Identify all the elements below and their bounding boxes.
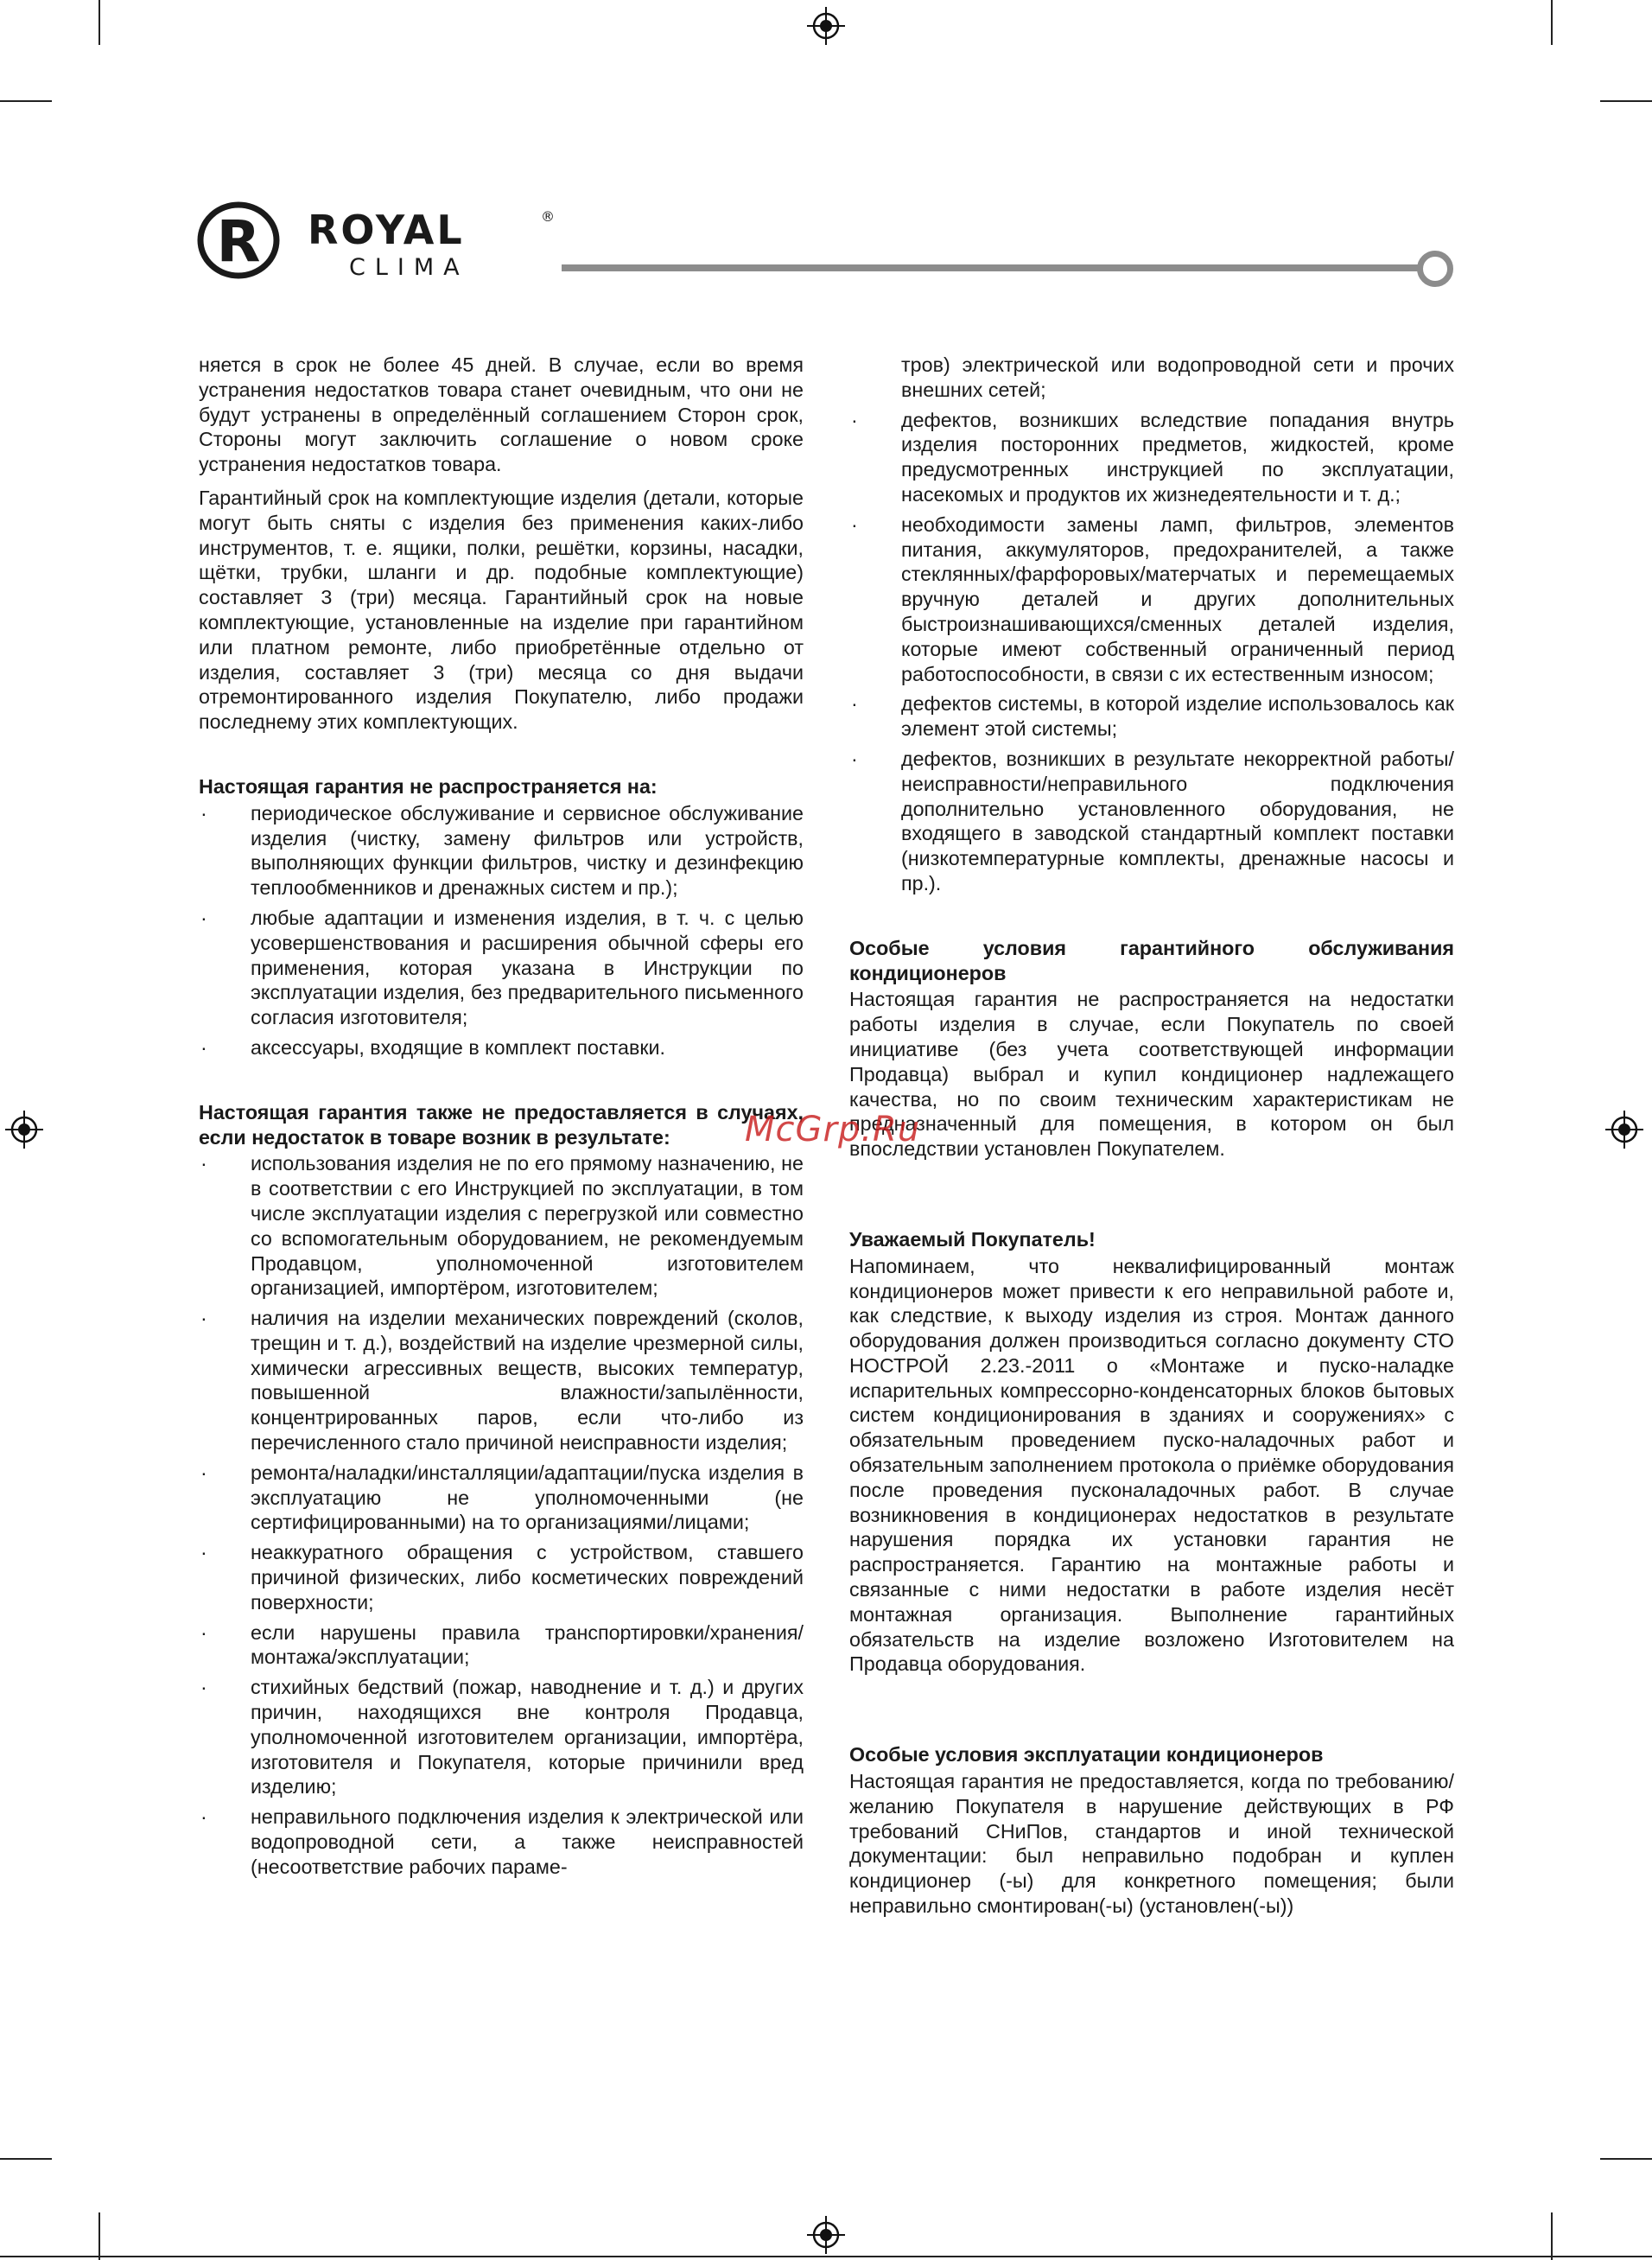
crop-mark <box>0 2158 52 2160</box>
list-defect-causes-continued <box>849 353 1454 896</box>
list-item: · дефектов, возникших в результате некорректной работы/неисправности/неправильного подключения дополнительно установленного оборудования, не входящего в заводской стандартный комплект поставки (низкотемпературные комплекты, дренажные насосы и пр.). <box>849 747 1454 896</box>
list-item: · использования изделия не по его прямому назначению, не в соответствии с его Инструкцией по эксплуатации, в том числе эксплуатации изделия с перегрузкой или совместно со вспомогательным оборудованием, не рекомендуемым Продавцом, уполномоченной изготовителем организацией, импортёром, изготовителем; <box>199 1151 804 1301</box>
crop-mark <box>1600 100 1652 102</box>
crop-mark <box>0 2256 1652 2257</box>
heading-warranty-not-provided: Настоящая гарантия также не предоставляется в случаях, если недостаток в товаре возник в результате: <box>199 1100 804 1149</box>
logo-name-top: ROYAL <box>308 207 465 253</box>
crop-mark <box>98 2212 100 2260</box>
list-item: · аксессуары, входящие в комплект поставки. <box>199 1035 804 1060</box>
crop-mark <box>1551 0 1553 45</box>
crop-mark <box>1551 2212 1553 2260</box>
list-item: · необходимости замены ламп, фильтров, элементов питания, аккумуляторов, предохранителей, а также стеклянных/фарфоровых/матерчатых и перемещаемых вручную деталей и других дополнительных быстроизнашивающихся/сменных деталей изделия, которые имеют собственный ограниченный период работоспособности, в связи с их естественным износом; <box>849 512 1454 687</box>
list-item: · дефектов, возникших вследствие попадания внутрь изделия посторонних предметов, жидкостей, кроме предусмотренных инструкцией по эксплуатации, насекомых и продуктов их жизнедеятельности и т. д.; <box>849 408 1454 507</box>
list-defect-causes <box>199 1151 804 1879</box>
crop-mark <box>98 0 100 45</box>
right-column <box>849 353 1454 1927</box>
header-rule <box>562 264 1419 271</box>
header-rule-end-circle <box>1417 251 1453 287</box>
paragraph-components-warranty: Гарантийный срок на комплектующие изделия (детали, которые могут быть сняты с изделия без применения каких-либо инструментов, т. е. ящики, полки, решётки, корзины, насадки, щётки, трубки, шланги и др. подобные комплектующие) составляет 3 (три) месяца. Гарантийный срок на новые комплектующие, установленные на изделие при гарантийном или платном ремонте, либо приобретённые отдельно от изделия, составляет 3 (три) месяца со дня выдачи отремонтированного изделия Покупателю, либо продажи последнему этих комплектующих. <box>199 486 804 734</box>
list-item: · если нарушены правила транспортировки/хранения/монтажа/эксплуатации; <box>199 1620 804 1671</box>
list-item: · ремонта/наладки/инсталляции/адаптации/пуска изделия в эксплуатацию не уполномоченными (не сертифицированными) на то организациями/лицами; <box>199 1461 804 1535</box>
registration-mark-icon <box>5 1111 43 1149</box>
registration-mark-icon <box>1605 1111 1643 1149</box>
heading-ac-warranty-conditions: Особые условия гарантийного обслуживания кондиционеров <box>849 936 1454 984</box>
logo-registered: ® <box>541 208 555 225</box>
registration-mark-icon <box>807 7 845 45</box>
list-item: · дефектов системы, в которой изделие использовалось как элемент этой системы; <box>849 691 1454 742</box>
watermark: McGrp.Ru <box>745 1110 921 1149</box>
list-item: · наличия на изделии механических повреждений (сколов, трещин и т. д.), воздействий на изделие чрезмерной силы, химически агрессивных веществ, высоких температур, повышенной влажности/запылённости, концентрированных паров, если что-либо из перечисленного стало причиной неисправности изделия; <box>199 1306 804 1455</box>
heading-ac-operation-conditions: Особые условия эксплуатации кондиционеров <box>849 1743 1324 1767</box>
paragraph-ac-warranty-conditions: Настоящая гарантия не распространяется на недостатки работы изделия в случае, если Покупатель по своей инициативе (без учета соответствующей информации Продавца) выбрал и купил кондиционер надлежащего качества, но по своим техническим характеристикам не предназначенный для помещения, в котором он был впоследствии установлен Покупателем. <box>849 988 1454 1161</box>
list-item: · неаккуратного обращения с устройством, ставшего причиной физических, либо косметических повреждений поверхности; <box>199 1540 804 1614</box>
list-item: · неправильного подключения изделия к электрической или водопроводной сети, а также неисправностей (несоответствие рабочих параме- <box>199 1805 804 1879</box>
paragraph-ac-operation-conditions: Настоящая гарантия не предоставляется, когда по требованию/желанию Покупателя в нарушение действующих в РФ требований СНиПов, стандартов и иной технической документации: был неправильно подобран и куплен кондиционер (-ы) для конкретного помещения; были неправильно смонтирован(-ы) (установлен(-ы)) <box>849 1770 1454 1918</box>
brand-logo <box>197 201 560 280</box>
registration-mark-icon <box>807 2216 845 2254</box>
heading-dear-customer: Уважаемый Покупатель! <box>849 1227 1096 1251</box>
list-item: · периодическое обслуживание и сервисное обслуживание изделия (чистку, замену фильтров или устройств, выполняющих функции фильтров, чистку и дезинфекцию теплообменников и дренажных систем и пр.); <box>199 801 804 901</box>
logo-letter: R <box>216 208 261 275</box>
paragraph-dear-customer: Напоминаем, что неквалифицированный монтаж кондиционеров может привести к его неправильной работе и, как следствие, к выходу изделия из строя. Монтаж данного оборудования должен производиться согласно документу СТО НОСТРОЙ 2.23.-2011 о «Монтаже и пуско-наладке испарительных компрессорно-конденсаторных блоков бытовых систем кондиционирования в зданиях и сооружениях» с обязательным проведением пуско-наладочных работ и обязательным заполнением протокола о приёмке оборудования после проведения пусконаладочных работ. В случае возникновения в кондиционерах недостатков в результате нарушения порядка их установки гарантия не распространяется. Гарантию на монтажные работы и связанные с ними недостатки в работе изделия несёт монтажная организация. Выполнение гарантийных обязательств на изделие возложено Изготовителем на Продавца оборудования. <box>849 1254 1454 1676</box>
heading-warranty-exclusions: Настоящая гарантия не распространяется на: <box>199 774 658 798</box>
list-item: · стихийных бедствий (пожар, наводнение и т. д.) и других причин, находящихся вне контроля Продавца, уполномоченной изготовителем организации, импортёра, изготовителя и Покупателя, которые причинили вред изделию; <box>199 1675 804 1799</box>
left-column <box>199 353 804 1888</box>
logo-name-bottom: CLIMA <box>349 254 469 280</box>
paragraph-repair-term: няется в срок не более 45 дней. В случае, если во время устранения недостатков товара станет очевидным, что они не будут устранены в определённый соглашением Сторон срок, Стороны могут заключить соглашение о новом сроке устранения недостатков товара. <box>199 353 804 476</box>
list-item: · любые адаптации и изменения изделия, в т. ч. с целью усовершенствования и расширения обычной сферы его применения, которая указана в Инструкции по эксплуатации изделия, без предварительного письменного согласия изготовителя; <box>199 906 804 1030</box>
crop-mark <box>1600 2158 1652 2160</box>
list-item: тров) электрической или водопроводной сети и прочих внешних сетей; <box>901 353 1454 401</box>
list-warranty-exclusions <box>199 801 804 1060</box>
crop-mark <box>0 100 52 102</box>
